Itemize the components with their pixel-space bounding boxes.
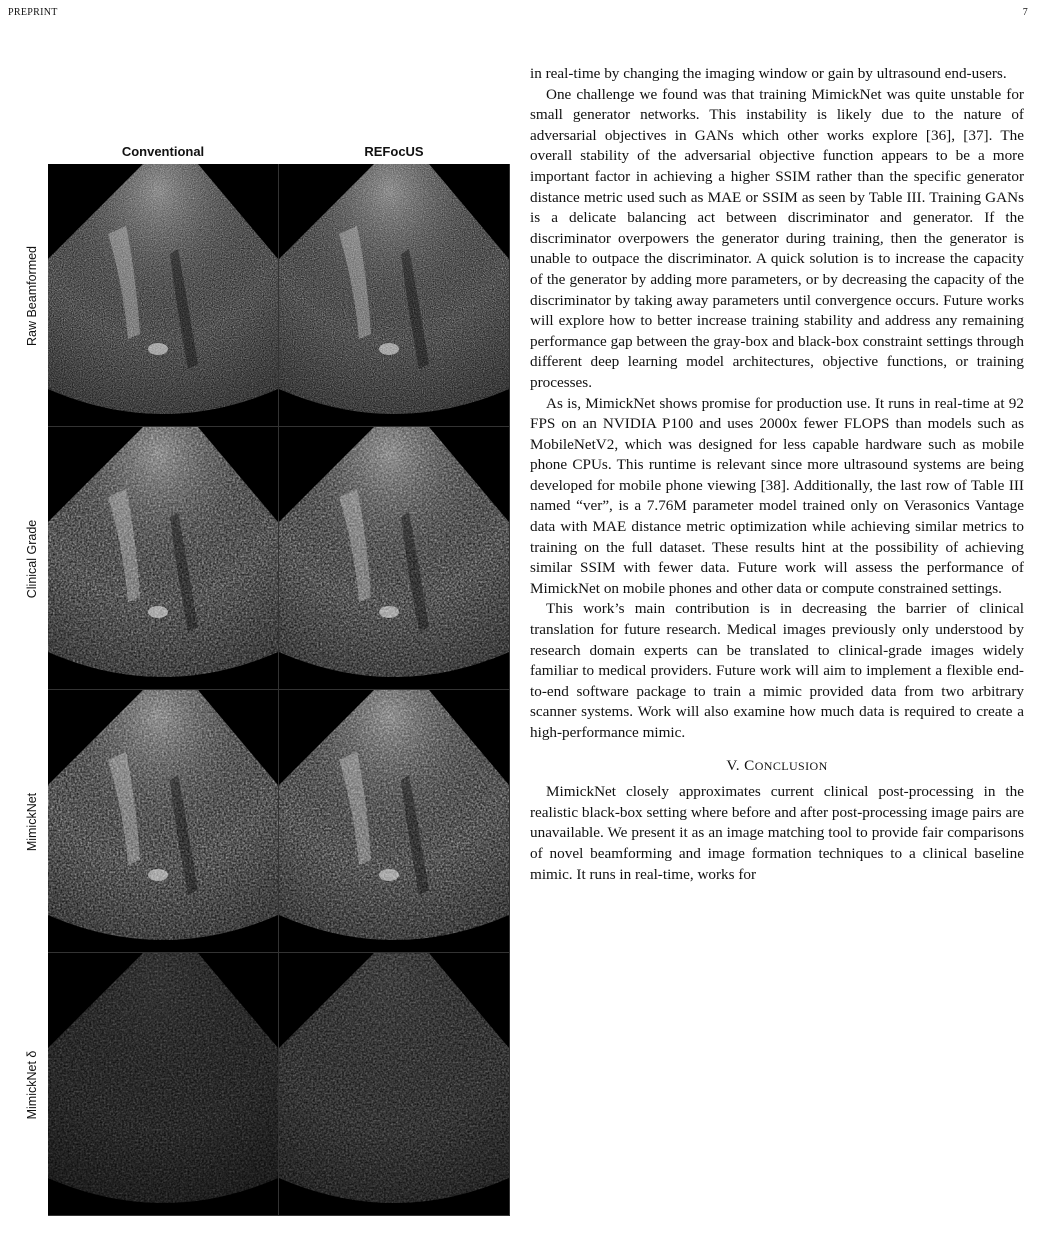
ultrasound-image-grid bbox=[48, 164, 509, 1216]
ultrasound-panel-clinical-conventional bbox=[48, 427, 279, 690]
paragraph-training-stability: One challenge we found was that training MimickNet was quite unstable for small generator networks. This instability is likely due to the nature of adversarial objectives in GANs which other works explore [36], [37]. The overall stability of the adversarial objective function appears to be a more important factor in achieving a higher SSIM rather than the specific generator distance metric used such as MAE or SSIM as seen by Table III. Training GANs is a delicate balancing act between discriminator and generator. If the discriminator overpowers the generator during training, then the generator is unable to outpace the discriminator. A quick solution is to increase the capacity of the generator by adding more parameters, or by decreasing the capacity of the discriminator by taking away parameters until convergence occurs. Future works will explore how to better increase training stability and address any remaining performance gap between the gray-box and black-box constraint settings through different deep learning model architectures, objective functions, or training processes. bbox=[530, 85, 1024, 391]
paragraph-conclusion: MimickNet closely approximates current clinical post-processing in the realistic black-box setting where before and after post-processing image pairs are unavailable. We present it as an image matching tool to provide fair comparisons of novel beamforming and image formation techniques to a clinical baseline mimic. It runs in real-time, works for bbox=[530, 783, 1024, 883]
paragraph-continuation: in real-time by changing the imaging window or gain by ultrasound end-users. bbox=[530, 65, 1007, 82]
row-label-mimicknet: MimickNet bbox=[25, 792, 39, 851]
paragraph-main-contribution: This work’s main contribution is in decreasing the barrier of clinical translation for future research. Medical images previously only understood by research domain experts can be translated to clinical-grade images widely familiar to medical providers. Future work will aim to implement a flexible end-to-end software package to train a mimic provided data from two arbitrary scanner systems. Work will also examine how much data is required to create a high-performance mimic. bbox=[530, 600, 1024, 741]
running-head-left: PREPRINT bbox=[8, 7, 58, 18]
ultrasound-panel-mimick-conventional bbox=[48, 690, 279, 953]
ultrasound-panel-raw-conventional bbox=[48, 164, 279, 427]
ultrasound-panel-clinical-refocus bbox=[279, 427, 510, 690]
body-text-column bbox=[530, 64, 1024, 885]
column-title-refocus: REFocUS bbox=[364, 144, 424, 159]
ultrasound-panel-delta-conventional bbox=[48, 953, 279, 1216]
ultrasound-panel-raw-refocus bbox=[279, 164, 510, 427]
page-number: 7 bbox=[1022, 7, 1028, 18]
ultrasound-panel-mimick-refocus bbox=[279, 690, 510, 953]
column-title-conventional: Conventional bbox=[121, 144, 205, 159]
section-heading-conclusion: V. CONCLUSION bbox=[726, 756, 828, 774]
figure bbox=[0, 140, 520, 1246]
row-label-raw-beamformed: Raw Beamformed bbox=[25, 245, 39, 346]
ultrasound-panel-delta-refocus bbox=[279, 953, 510, 1216]
paragraph-production-use: As is, MimickNet shows promise for production use. It runs in real-time at 92 FPS on an NVIDIA P100 and uses 2000x fewer FLOPS than models such as MobileNetV2, which was designed for less capable hardware such as mobile phone CPUs. This runtime is relevant since more ultrasound systems are being developed for mobile phone viewing [38]. Additionally, the last row of Table III named “ver”, is a 7.76M parameter model trained only on Verasonics Vantage data with MAE distance metric optimization while achieving similar metrics to training on the full dataset. These results hint at the possibility of achieving similar SSIM with fewer data. Future work will assess the performance of MimickNet on mobile phones and other data or compute constrained settings. bbox=[530, 394, 1024, 597]
row-label-clinical-grade: Clinical Grade bbox=[25, 519, 39, 598]
row-label-mimicknet-delta: MimickNet δ bbox=[25, 1050, 39, 1119]
